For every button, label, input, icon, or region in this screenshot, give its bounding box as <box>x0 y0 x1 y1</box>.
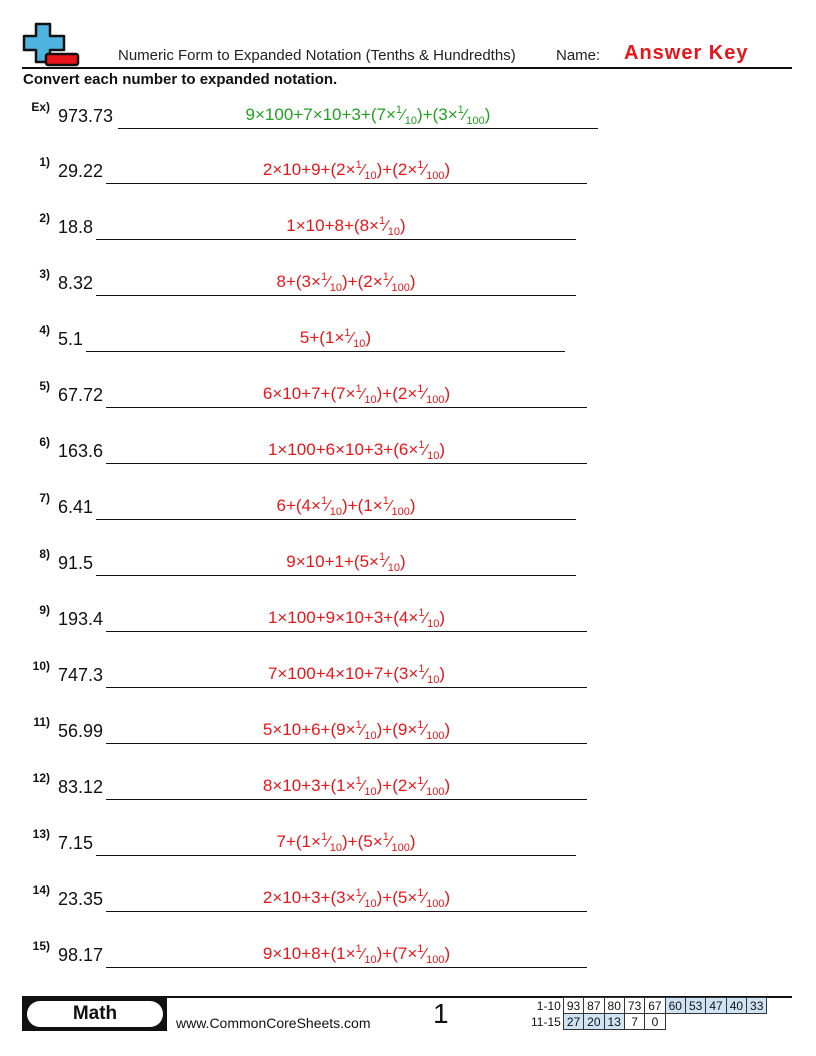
expanded-answer: $6+(4\times^1⁄_{10})+(1\times^1⁄_{100})$ <box>276 495 416 518</box>
answer-line <box>96 575 576 576</box>
fraction-term: $(3\times^1⁄_{10})$ <box>393 663 446 686</box>
expanded-answer <box>268 663 445 686</box>
answer-line <box>106 183 587 184</box>
expanded-answer <box>300 327 371 350</box>
denominator: 10 <box>353 338 366 350</box>
fraction-term: $(2\times^1⁄_{100})$ <box>392 775 451 798</box>
digit: 2 <box>363 272 373 291</box>
problem-value: 56.99 <box>58 721 104 741</box>
denominator: 100 <box>391 282 410 294</box>
answer-line <box>106 631 587 632</box>
answer-line <box>106 911 587 912</box>
digit: 3 <box>438 105 448 124</box>
answer-prefix: 8+ <box>276 272 296 291</box>
problem-value: 5.1 <box>58 329 84 349</box>
example-problem <box>0 98 816 138</box>
expanded-answer <box>268 439 445 462</box>
score-cell: 0 <box>645 1014 665 1030</box>
problem-number: 8) <box>39 547 50 561</box>
problem-value: 8.32 <box>58 273 94 293</box>
problem-value: 83.12 <box>58 777 104 797</box>
problem-row <box>0 713 816 753</box>
problem-number: 5) <box>39 379 50 393</box>
denominator: 10 <box>404 115 417 127</box>
answer-line <box>106 743 587 744</box>
problem-row <box>0 321 816 361</box>
problem-number: 6) <box>39 435 50 449</box>
fraction-term: $(2\times^1⁄_{100})$ <box>392 383 451 406</box>
score-row <box>528 1014 767 1030</box>
problem-value: 67.72 <box>58 385 104 405</box>
digit: 1 <box>336 944 346 963</box>
digit: 2 <box>397 160 408 179</box>
answer-line <box>96 239 576 240</box>
fraction-term: $(3\times^1⁄_{10})$ <box>330 887 383 910</box>
fraction-term: $(2\times^1⁄_{100})$ <box>357 271 416 294</box>
problem-number: 10) <box>32 659 50 673</box>
expanded-answer <box>286 551 405 574</box>
problem-row <box>0 153 816 193</box>
website-link[interactable]: www.CommonCoreSheets.com <box>176 1015 371 1031</box>
denominator: 100 <box>426 730 445 742</box>
score-cell-empty <box>665 1014 685 1030</box>
problem-value: 23.35 <box>58 889 104 909</box>
answer-prefix: 6+ <box>276 496 296 515</box>
fraction-term: $(6\times^1⁄_{10})$ <box>393 439 446 462</box>
fraction-term: $(7\times^1⁄_{10})$ <box>330 383 383 406</box>
problem-value: 7.15 <box>58 833 94 853</box>
digit: 7 <box>376 105 386 124</box>
problem-row <box>0 545 816 585</box>
score-cell: 93 <box>563 998 583 1014</box>
denominator: 10 <box>427 450 440 462</box>
problem-number: 12) <box>32 771 50 785</box>
problem-number: 15) <box>32 939 50 953</box>
problem-number: 7) <box>39 491 50 505</box>
score-cell: 27 <box>563 1014 583 1030</box>
expanded-answer <box>268 607 445 630</box>
denominator: 100 <box>426 394 445 406</box>
page-number: 1 <box>433 998 449 1029</box>
score-cell: 40 <box>726 998 746 1014</box>
digit: 9 <box>397 720 408 739</box>
answer-prefix: 8×10+3+ <box>262 776 331 795</box>
answer-prefix: 9×10+8+ <box>262 944 331 963</box>
expanded-answer: $2\times 10+3+(3\times^1⁄_{10})+(5\times^1⁄_{100})$ <box>262 887 451 910</box>
digit: 3 <box>336 888 346 907</box>
answer-line <box>106 687 587 688</box>
problem-value: 163.6 <box>58 441 104 461</box>
problem-row <box>0 489 816 529</box>
answer-prefix: 2×10+3+ <box>262 888 331 907</box>
expanded-answer: $2\times 10+9+(2\times^1⁄_{10})+(2\times^1⁄_{100})$ <box>262 159 451 182</box>
digit: 4 <box>301 496 312 515</box>
digit: 1 <box>363 496 373 515</box>
digit: 2 <box>336 160 346 179</box>
fraction-term: $(7\times^1⁄_{100})$ <box>392 943 451 966</box>
digit: 5 <box>397 888 408 907</box>
answer-line <box>96 295 576 296</box>
fraction-term: $(4\times^1⁄_{10})$ <box>393 607 446 630</box>
digit: 3 <box>301 272 312 291</box>
fraction-term: $(3\times^1⁄_{100})$ <box>432 104 491 127</box>
answer-line <box>106 799 587 800</box>
denominator: 100 <box>426 898 445 910</box>
problem-value: 747.3 <box>58 665 104 685</box>
denominator: 10 <box>329 282 342 294</box>
digit: 1 <box>324 328 335 347</box>
fraction-term: $(5\times^1⁄_{100})$ <box>357 831 416 854</box>
problem-number: 2) <box>39 211 50 225</box>
problem-row <box>0 433 816 473</box>
score-cell: 80 <box>604 998 624 1014</box>
problem-value: 973.73 <box>58 106 114 126</box>
score-cell: 73 <box>624 998 644 1014</box>
fraction-term: $(2\times^1⁄_{100})$ <box>392 159 451 182</box>
digit: 9 <box>336 720 346 739</box>
answer-prefix: 5×10+6+ <box>262 720 331 739</box>
problem-row <box>0 209 816 249</box>
score-cell: 33 <box>747 998 767 1014</box>
answer-line <box>118 128 598 129</box>
score-cell: 47 <box>706 998 726 1014</box>
fraction-term: $(4\times^1⁄_{10})$ <box>295 495 348 518</box>
answer-line <box>96 519 576 520</box>
answer-prefix: 5+ <box>299 328 320 347</box>
score-cell: 60 <box>665 998 685 1014</box>
denominator: 10 <box>364 786 377 798</box>
denominator: 10 <box>387 226 401 238</box>
digit: 8 <box>359 216 370 235</box>
answer-prefix: 1×100+6×10+3+ <box>267 440 394 459</box>
expanded-answer: $5\times 10+6+(9\times^1⁄_{10})+(9\times^1⁄_{100})$ <box>262 719 451 742</box>
worksheet-title: Numeric Form to Expanded Notation (Tenths & Hundredths) <box>118 47 516 64</box>
score-row <box>528 998 767 1014</box>
denominator: 100 <box>391 842 410 854</box>
digit: 4 <box>398 608 409 627</box>
answer-line <box>86 351 565 352</box>
problem-row <box>0 937 816 977</box>
fraction-term: $(3\times^1⁄_{10})$ <box>295 271 348 294</box>
digit: 7 <box>336 384 346 403</box>
problem-number: 3) <box>39 267 50 281</box>
plus-minus-logo-icon <box>22 22 80 68</box>
problem-number: 1) <box>39 155 50 169</box>
answer-key-label: Answer Key <box>624 42 749 64</box>
expanded-answer: $9\times 100+7\times 10+3+(7\times^1⁄_{10})+(3\times^1⁄_{100})$ <box>245 104 491 127</box>
score-cell-empty <box>747 1014 767 1030</box>
score-cell-empty <box>685 1014 705 1030</box>
score-cell: 13 <box>604 1014 624 1030</box>
fraction-term: $(5\times^1⁄_{10})$ <box>353 551 406 574</box>
digit: 1 <box>301 832 312 851</box>
subject-label: Math <box>27 1001 163 1027</box>
expanded-answer: $8+(3\times^1⁄_{10})+(2\times^1⁄_{100})$ <box>276 271 416 294</box>
header-divider <box>22 67 792 69</box>
problem-value: 6.41 <box>58 497 94 517</box>
digit: 5 <box>363 832 373 851</box>
problem-number: 14) <box>32 883 50 897</box>
denominator: 10 <box>387 562 401 574</box>
problem-number: 4) <box>39 323 50 337</box>
denominator: 100 <box>426 170 445 182</box>
denominator: 10 <box>427 674 440 686</box>
fraction-term: $(9\times^1⁄_{100})$ <box>392 719 451 742</box>
fraction-term: $(1\times^1⁄_{10})$ <box>319 327 372 350</box>
answer-prefix: 7+ <box>276 832 296 851</box>
digit: 6 <box>398 440 409 459</box>
answer-line <box>106 967 587 968</box>
fraction-term: $(1\times^1⁄_{10})$ <box>330 943 383 966</box>
score-cell-empty <box>726 1014 746 1030</box>
problem-value: 98.17 <box>58 945 104 965</box>
expanded-answer <box>286 215 405 238</box>
denominator: 10 <box>364 730 377 742</box>
expanded-answer: $8\times 10+3+(1\times^1⁄_{10})+(2\times^1⁄_{100})$ <box>262 775 451 798</box>
problem-value: 18.8 <box>58 217 94 237</box>
score-range-label: 11-15 <box>531 1014 561 1029</box>
fraction-term: $(9\times^1⁄_{10})$ <box>330 719 383 742</box>
problem-value: 193.4 <box>58 609 104 629</box>
expanded-answer: $9\times 10+8+(1\times^1⁄_{10})+(7\times^1⁄_{100})$ <box>262 943 451 966</box>
digit: 1 <box>336 776 346 795</box>
problem-value: 91.5 <box>58 553 94 573</box>
answer-line <box>106 407 587 408</box>
problem-row <box>0 377 816 417</box>
answer-prefix: 7×100+4×10+7+ <box>267 664 394 683</box>
fraction-term: $(7\times^1⁄_{10})$ <box>370 104 423 127</box>
score-cell-empty <box>706 1014 726 1030</box>
digit: 5 <box>359 552 370 571</box>
denominator: 10 <box>364 394 377 406</box>
name-label: Name: <box>556 47 601 64</box>
problem-number: 11) <box>33 715 50 729</box>
problem-number: 13) <box>32 827 50 841</box>
problem-row <box>0 657 816 697</box>
denominator: 100 <box>466 115 485 127</box>
answer-prefix: 2×10+9+ <box>262 160 331 179</box>
fraction-term: $(5\times^1⁄_{100})$ <box>392 887 451 910</box>
answer-prefix: 6×10+7+ <box>262 384 331 403</box>
problem-row <box>0 825 816 865</box>
denominator: 10 <box>427 618 440 630</box>
answer-prefix: 1×10+8+ <box>286 216 354 235</box>
denominator: 10 <box>329 506 342 518</box>
problem-number: 9) <box>39 603 50 617</box>
denominator: 10 <box>364 170 377 182</box>
answer-line <box>106 463 587 464</box>
answer-prefix: 9×100+7×10+3+ <box>245 105 371 124</box>
answer-prefix: 9×10+1+ <box>286 552 354 571</box>
digit: 7 <box>397 944 408 963</box>
problem-row <box>0 881 816 921</box>
score-range-label: 1-10 <box>536 998 561 1013</box>
score-cell: 7 <box>624 1014 644 1030</box>
fraction-term: $(1\times^1⁄_{10})$ <box>295 831 348 854</box>
answer-line <box>96 855 576 856</box>
problem-row <box>0 265 816 305</box>
score-cell: 67 <box>645 998 665 1014</box>
expanded-answer: $6\times 10+7+(7\times^1⁄_{10})+(2\times^1⁄_{100})$ <box>262 383 451 406</box>
digit: 3 <box>398 664 409 683</box>
digit: 2 <box>397 776 408 795</box>
fraction-term: $(1\times^1⁄_{10})$ <box>330 775 383 798</box>
denominator: 100 <box>391 506 410 518</box>
denominator: 10 <box>364 954 377 966</box>
fraction-term: $(8\times^1⁄_{10})$ <box>353 215 406 238</box>
denominator: 100 <box>426 786 445 798</box>
problem-row <box>0 601 816 641</box>
denominator: 100 <box>426 954 445 966</box>
fraction-term: $(2\times^1⁄_{10})$ <box>330 159 383 182</box>
denominator: 10 <box>364 898 377 910</box>
score-cell: 53 <box>685 998 705 1014</box>
score-cell: 87 <box>584 998 604 1014</box>
instructions: Convert each number to expanded notation. <box>23 71 338 88</box>
problem-value: 29.22 <box>58 161 104 181</box>
score-cell: 20 <box>584 1014 604 1030</box>
problem-row <box>0 769 816 809</box>
denominator: 10 <box>329 842 342 854</box>
answer-prefix: 1×100+9×10+3+ <box>267 608 394 627</box>
problem-number: Ex) <box>31 100 50 114</box>
digit: 2 <box>397 384 408 403</box>
expanded-answer: $7+(1\times^1⁄_{10})+(5\times^1⁄_{100})$ <box>276 831 416 854</box>
fraction-term: $(1\times^1⁄_{100})$ <box>357 495 416 518</box>
score-table <box>528 997 767 1030</box>
